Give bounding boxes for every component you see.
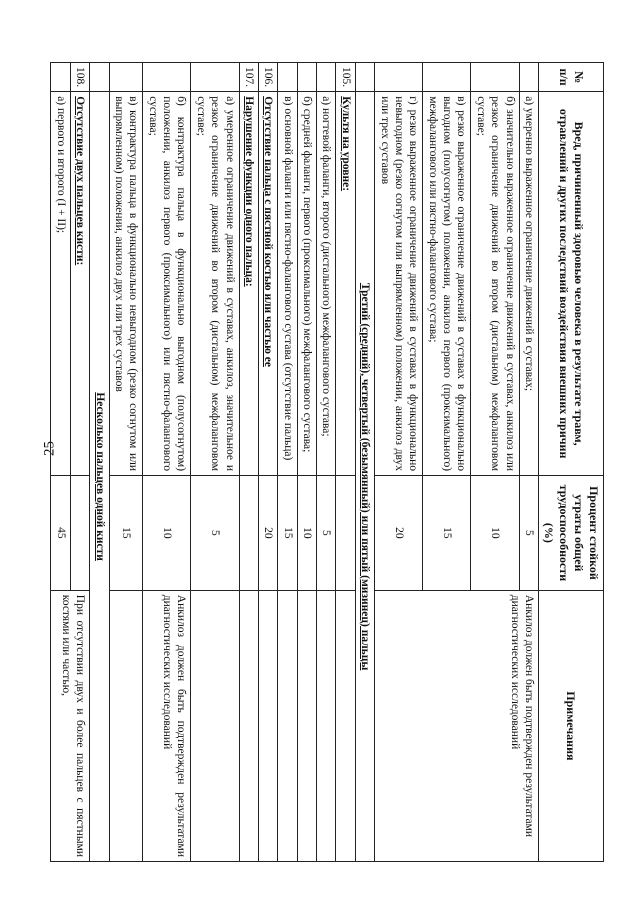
rotated-document xyxy=(54,62,604,862)
row-pct: 10 xyxy=(471,476,519,591)
row-num: 105. xyxy=(336,63,355,92)
row-desc: а) умеренно выраженное ограничение движений в суставах; xyxy=(519,92,538,476)
row-num xyxy=(51,63,70,92)
row-desc: г) резко выраженное ограничение движений в суставах в функционально невыгодном (резко согнутом или выпрямленном) положении, анкилоз двух или трех суставов xyxy=(375,92,423,476)
row-num: 106. xyxy=(259,63,278,92)
row-desc xyxy=(70,92,89,476)
row-note: При отсутствии двух и более пальцев с пястными костями или частью, xyxy=(51,590,90,861)
row-desc: в) контрактура пальца в функционально невыгодном (резко согнутом или выпрямленном) положении, анкилоз двух или трех суставов xyxy=(109,92,143,476)
row-num xyxy=(297,63,316,92)
row-num: 108. xyxy=(70,63,89,92)
row-num xyxy=(471,63,519,92)
row-pct: 20 xyxy=(375,476,423,591)
section-title: Третий (средний), четвертый (безымянный) или пятый (мизинец) пальцы xyxy=(355,92,374,862)
row-note xyxy=(239,590,258,861)
table-row xyxy=(70,63,89,862)
row-num xyxy=(519,63,538,92)
row-pct: 5 xyxy=(317,476,336,591)
row-desc: в) основной фаланги или пястно-фалангового сустава (отсутствие пальца) xyxy=(278,92,297,476)
row-desc: б) значительно выраженное ограничение движений в суставах, анкилоз или резкое ограничение движений во втором (дистальном) межфаланговом суставе; xyxy=(471,92,519,476)
row-pct: 45 xyxy=(51,476,70,591)
row-pct: 5 xyxy=(519,476,538,591)
row-note xyxy=(297,590,316,861)
note-text: Анкилоз должен быть подтвержден результатами диагностических исследований xyxy=(508,594,535,838)
header-desc: Вред, причиненный здоровью человека в результате травм, отравлений и других последствий воздействия внешних причин xyxy=(539,92,604,476)
row-num xyxy=(317,63,336,92)
page-number: 25 xyxy=(41,441,58,456)
row-num xyxy=(90,63,109,92)
header-pct: Процент стойкой утраты общей трудоспособности (%) xyxy=(539,476,604,591)
table-row xyxy=(259,63,278,862)
row-pct xyxy=(336,476,355,591)
table-row xyxy=(317,63,336,862)
table-row xyxy=(278,63,297,862)
table-row xyxy=(109,63,143,862)
row-pct: 15 xyxy=(109,476,143,591)
row-desc: в) резко выраженное ограничение движений в суставах в функционально выгодном (полусогнутом) положении, анкилоз первого (проксимального) межфалангового или пястно-фалангового сустава; xyxy=(423,92,471,476)
row-num xyxy=(191,63,239,92)
row-pct: 5 xyxy=(191,476,239,591)
section-row xyxy=(90,63,109,862)
row-desc xyxy=(239,92,258,476)
row-note xyxy=(317,590,336,861)
row-desc xyxy=(259,92,278,476)
table-header-row xyxy=(539,63,604,862)
injury-table xyxy=(51,62,605,862)
row-note xyxy=(375,590,539,861)
row-subhead: Отсутствие двух пальцев кисти: xyxy=(74,96,87,266)
row-num xyxy=(375,63,423,92)
row-num xyxy=(423,63,471,92)
row-pct: 10 xyxy=(297,476,316,591)
row-pct: 20 xyxy=(259,476,278,591)
row-desc: б) средней фаланги, первого (проксимального) межфалангового сустава; xyxy=(297,92,316,476)
table-row xyxy=(336,63,355,862)
section-row xyxy=(355,63,374,862)
row-desc: б) контрактура пальца в функционально выгодном (полусогнутом) положении, анкилоз первого (проксимального) или пястно-фалангового сустава; xyxy=(143,92,191,476)
row-subhead: Нарушение функции одного пальца: xyxy=(243,96,255,287)
row-desc: а) первого и второго (I + II); xyxy=(51,92,70,476)
row-note xyxy=(278,590,297,861)
row-pct: 15 xyxy=(278,476,297,591)
row-note: Анкилоз должен быть подтвержден результатами диагностических исследований xyxy=(143,590,191,861)
row-pct xyxy=(70,476,89,591)
row-subhead: Культя на уровне: xyxy=(339,96,352,192)
row-desc: а) ногтевой фаланги, второго (дистального) межфалангового сустава; xyxy=(317,92,336,476)
row-num xyxy=(143,63,191,92)
table-row xyxy=(191,63,239,862)
table-row xyxy=(239,63,258,862)
header-note: Примечания xyxy=(539,590,604,861)
section-title: Несколько пальцев одной кисти xyxy=(90,92,109,862)
header-num: № п/п xyxy=(539,63,604,92)
row-subhead: Отсутствие пальца с пястной костью или частью ее xyxy=(262,96,275,367)
row-desc xyxy=(336,92,355,476)
table-row xyxy=(519,63,538,862)
row-note xyxy=(259,590,278,861)
row-num xyxy=(355,63,374,92)
row-num xyxy=(278,63,297,92)
table-row xyxy=(143,63,191,862)
row-note xyxy=(109,590,143,861)
row-note xyxy=(336,590,355,861)
row-desc: а) умеренное ограничение движений в суставах, анкилоз, значительное и резкое ограничение движений во втором (дистальном) межфаланговом суставе; xyxy=(191,92,239,476)
row-pct: 10 xyxy=(143,476,191,591)
row-num xyxy=(109,63,143,92)
row-pct: 15 xyxy=(423,476,471,591)
row-pct xyxy=(239,476,258,591)
row-num: 107. xyxy=(239,63,258,92)
table-row xyxy=(297,63,316,862)
row-note xyxy=(191,590,239,861)
